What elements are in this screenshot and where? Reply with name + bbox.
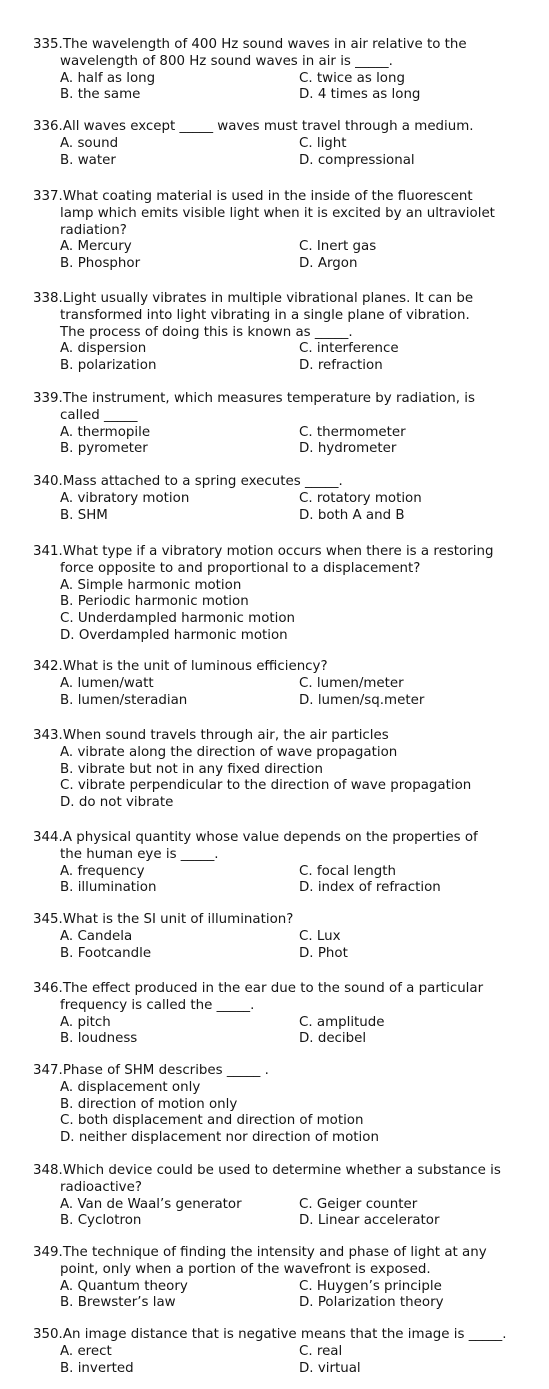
question-340	[33, 474, 525, 524]
option-c: C. thermometer	[299, 424, 406, 440]
option-b: B. inverted	[60, 1360, 134, 1376]
question-349	[33, 1245, 525, 1312]
option-a: A. vibrate along the direction of wave propagation	[60, 744, 398, 760]
option-c: C. rotatory motion	[299, 490, 422, 506]
question-text-line: Mass attached to a spring executes _____.	[62, 474, 343, 489]
option-d: D. 4 times as long	[299, 87, 421, 103]
option-b: B. vibrate but not in any fixed direction	[60, 761, 323, 777]
option-c: C. interference	[299, 341, 399, 357]
option-d: D. virtual	[299, 1360, 361, 1376]
question-text-line: lamp which emits visible light when it is excited by an ultraviolet	[60, 205, 495, 221]
option-a: A. Simple harmonic motion	[60, 577, 242, 593]
option-a: A. half as long	[60, 70, 156, 86]
question-number: 337.	[33, 189, 63, 204]
question-text-line: The instrument, which measures temperature by radiation, is	[62, 391, 475, 406]
option-b: B. pyrometer	[60, 441, 148, 457]
question-text-line: Which device could be used to determine whether a substance is	[62, 1163, 501, 1178]
option-d: D. both A and B	[299, 507, 405, 523]
question-number: 340.	[33, 474, 63, 489]
question-text-line: An image distance that is negative means that the image is _____.	[62, 1327, 507, 1342]
question-number: 348.	[33, 1163, 63, 1178]
option-d: D. neither displacement nor direction of motion	[60, 1130, 379, 1146]
question-text-line: When sound travels through air, the air particles	[62, 728, 389, 743]
question-number: 336.	[33, 119, 63, 134]
option-b: B. Phosphor	[60, 256, 141, 272]
option-b: B. polarization	[60, 358, 157, 374]
question-number: 335.	[33, 37, 63, 52]
question-345	[33, 912, 525, 962]
option-b: B. lumen/steradian	[60, 692, 188, 708]
option-c: C. focal length	[299, 863, 396, 879]
option-d: D. index of refraction	[299, 880, 441, 896]
question-number: 347.	[33, 1063, 63, 1078]
option-d: D. Overdampled harmonic motion	[60, 627, 288, 643]
option-a: A. vibratory motion	[60, 490, 190, 506]
option-b: B. Cyclotron	[60, 1213, 142, 1229]
question-text-line: What coating material is used in the inside of the fluorescent	[62, 189, 473, 204]
option-d: D. Linear accelerator	[299, 1213, 440, 1229]
question-text-line: The process of doing this is known as _____.	[60, 324, 353, 340]
option-c: C. both displacement and direction of motion	[60, 1113, 364, 1129]
question-number: 342.	[33, 659, 63, 674]
option-d: D. do not vibrate	[60, 795, 174, 811]
option-a: A. thermopile	[60, 424, 151, 440]
question-339	[33, 391, 525, 458]
question-text-line: transformed into light vibrating in a single plane of vibration.	[60, 307, 470, 323]
question-number: 349.	[33, 1245, 63, 1260]
option-d: D. refraction	[299, 358, 383, 374]
question-335	[33, 37, 525, 104]
question-text-line: called _____	[60, 407, 138, 423]
option-d: D. hydrometer	[299, 441, 397, 457]
question-number: 341.	[33, 544, 63, 559]
option-b: B. illumination	[60, 880, 157, 896]
question-text-line: wavelength of 800 Hz sound waves in air is _____.	[60, 53, 393, 69]
option-d: D. Argon	[299, 256, 358, 272]
question-text-line: the human eye is _____.	[60, 846, 219, 862]
question-342	[33, 659, 525, 709]
question-350	[33, 1327, 525, 1377]
option-d: D. Phot	[299, 945, 348, 961]
question-344	[33, 830, 525, 897]
question-text-line: The effect produced in the ear due to the sound of a particular	[62, 981, 484, 996]
option-d: D. decibel	[299, 1031, 367, 1047]
question-348	[33, 1163, 525, 1230]
option-c: C. Underdampled harmonic motion	[60, 611, 296, 627]
question-text-line: point, only when a portion of the wavefront is exposed.	[60, 1261, 431, 1277]
option-b: B. Brewster’s law	[60, 1295, 176, 1311]
question-number: 345.	[33, 912, 63, 927]
option-c: C. Huygen’s principle	[299, 1278, 442, 1294]
option-c: C. light	[299, 135, 347, 151]
question-text-line: All waves except _____ waves must travel through a medium.	[62, 119, 474, 134]
question-341	[33, 544, 525, 645]
question-343	[33, 728, 525, 812]
option-d: D. Polarization theory	[299, 1295, 444, 1311]
option-a: A. frequency	[60, 863, 145, 879]
option-a: A. lumen/watt	[60, 675, 154, 691]
option-c: C. real	[299, 1343, 343, 1359]
question-number: 346.	[33, 981, 63, 996]
option-b: B. SHM	[60, 507, 108, 523]
question-336	[33, 119, 525, 169]
option-b: B. direction of motion only	[60, 1096, 238, 1112]
option-c: C. Lux	[299, 928, 341, 944]
option-c: C. Geiger counter	[299, 1196, 418, 1212]
option-c: C. twice as long	[299, 70, 405, 86]
option-b: B. water	[60, 152, 116, 168]
option-b: B. Periodic harmonic motion	[60, 594, 249, 610]
question-text-line: What type if a vibratory motion occurs when there is a restoring	[62, 544, 494, 559]
question-text-line: Light usually vibrates in multiple vibrational planes. It can be	[62, 291, 474, 306]
question-text-line: Phase of SHM describes _____ .	[62, 1063, 269, 1078]
option-d: D. lumen/sq.meter	[299, 692, 425, 708]
option-b: B. the same	[60, 87, 141, 103]
question-text-line: frequency is called the _____.	[60, 997, 255, 1013]
question-text-line: radiation?	[60, 222, 127, 238]
question-text-line: force opposite to and proportional to a displacement?	[60, 560, 421, 576]
question-number: 343.	[33, 728, 63, 743]
question-337	[33, 189, 525, 273]
option-a: A. Van de Waal’s generator	[60, 1196, 242, 1212]
question-text-line: What is the SI unit of illumination?	[62, 912, 294, 927]
option-d: D. compressional	[299, 152, 415, 168]
option-c: C. Inert gas	[299, 239, 377, 255]
question-text-line: The technique of finding the intensity and phase of light at any	[62, 1245, 487, 1260]
question-text-line: A physical quantity whose value depends on the properties of	[62, 830, 478, 845]
option-a: A. displacement only	[60, 1079, 201, 1095]
question-text-line: The wavelength of 400 Hz sound waves in air relative to the	[62, 37, 467, 52]
question-text-line: What is the unit of luminous efficiency?	[62, 659, 328, 674]
question-number: 339.	[33, 391, 63, 406]
option-c: C. amplitude	[299, 1014, 385, 1030]
option-a: A. dispersion	[60, 341, 147, 357]
option-b: B. Footcandle	[60, 945, 152, 961]
option-a: A. Quantum theory	[60, 1278, 188, 1294]
option-a: A. Candela	[60, 928, 133, 944]
option-c: C. vibrate perpendicular to the direction of wave propagation	[60, 778, 472, 794]
option-a: A. sound	[60, 135, 119, 151]
option-b: B. loudness	[60, 1031, 138, 1047]
option-c: C. lumen/meter	[299, 675, 404, 691]
question-338	[33, 291, 525, 375]
question-346	[33, 981, 525, 1048]
question-number: 344.	[33, 830, 63, 845]
option-a: A. pitch	[60, 1014, 111, 1030]
question-number: 338.	[33, 291, 63, 306]
option-a: A. erect	[60, 1343, 112, 1359]
question-text-line: radioactive?	[60, 1179, 142, 1195]
question-347	[33, 1063, 525, 1147]
option-a: A. Mercury	[60, 239, 132, 255]
question-number: 350.	[33, 1327, 63, 1342]
